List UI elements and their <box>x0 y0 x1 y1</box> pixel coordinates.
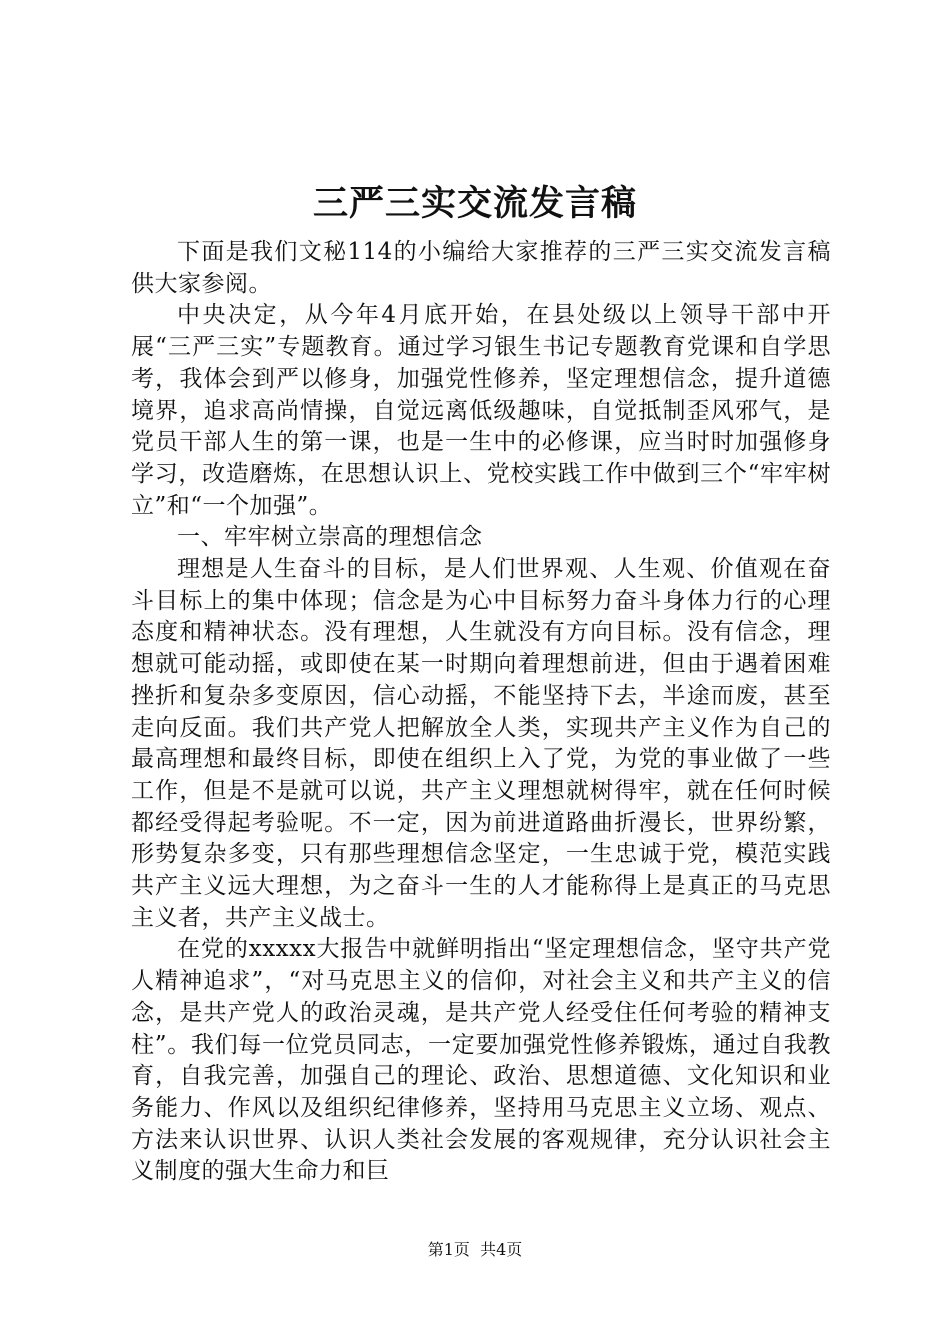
document-body <box>131 237 831 1188</box>
paragraph-intro: 下面是我们文秘114的小编给大家推荐的三严三实交流发言稿供大家参阅。 <box>131 239 831 297</box>
paragraph-party-report: 在党的xxxxx大报告中就鲜明指出“坚定理想信念，坚守共产党人精神追求”，“对马克思主义的信仰，对社会主义和共产主义的信念，是共产党人的政治灵魂，是共产党人经受住任何考验的精神支柱”。我们每一位党员同志，一定要加强党性修养锻炼，通过自我教育，自我完善，加强自己的理论、政治、思想道德、文化知识和业务能力、作风以及组织纪律修养，坚持用马克思主义立场、观点、方法来认识世界、认识人类社会发展的客观规律，充分认识社会主义制度的强大生命力和巨 <box>131 936 831 1185</box>
paragraph-ideals: 理想是人生奋斗的目标，是人们世界观、人生观、价值观在奋斗目标上的集中体现；信念是为心中目标努力奋斗身体力行的心理态度和精神状态。没有理想，人生就没有方向目标。没有信念，理想就可能动摇，或即使在某一时期向着理想前进，但由于遇着困难挫折和复杂多变原因，信心动摇，不能坚持下去，半途而废，甚至走向反面。我们共产党人把解放全人类，实现共产主义作为自己的最高理想和最终目标，即使在组织上入了党，为党的事业做了一些工作，但是不是就可以说，共产主义理想就树得牢，就在任何时候都经受得起考验呢。不一定，因为前进道路曲折漫长，世界纷繁，形势复杂多变，只有那些理想信念坚定，一生忠诚于党，模范实践共产主义远大理想，为之奋斗一生的人才能称得上是真正的马克思主义者，共产主义战士。 <box>131 556 831 931</box>
page-footer <box>0 1240 950 1260</box>
paragraph-background: 中央决定，从今年4月底开始，在县处级以上领导干部中开展“三严三实”专题教育。通过学习银生书记专题教育党课和自学思考，我体会到严以修身，加强党性修养，坚定理想信念，提升道德境界，追求高尚情操，自觉远离低级趣味，自觉抵制歪风邪气，是党员干部人生的第一课，也是一生中的必修课，应当时时加强修身学习，改造磨炼，在思想认识上、党校实践工作中做到三个“牢牢树立”和“一个加强”。 <box>131 302 831 519</box>
section-heading-1: 一、牢牢树立崇高的理想信念 <box>177 524 483 551</box>
page-number: 第1页 <box>427 1240 470 1259</box>
page-total: 共4页 <box>480 1240 523 1259</box>
document-title: 三严三实交流发言稿 <box>312 183 637 224</box>
